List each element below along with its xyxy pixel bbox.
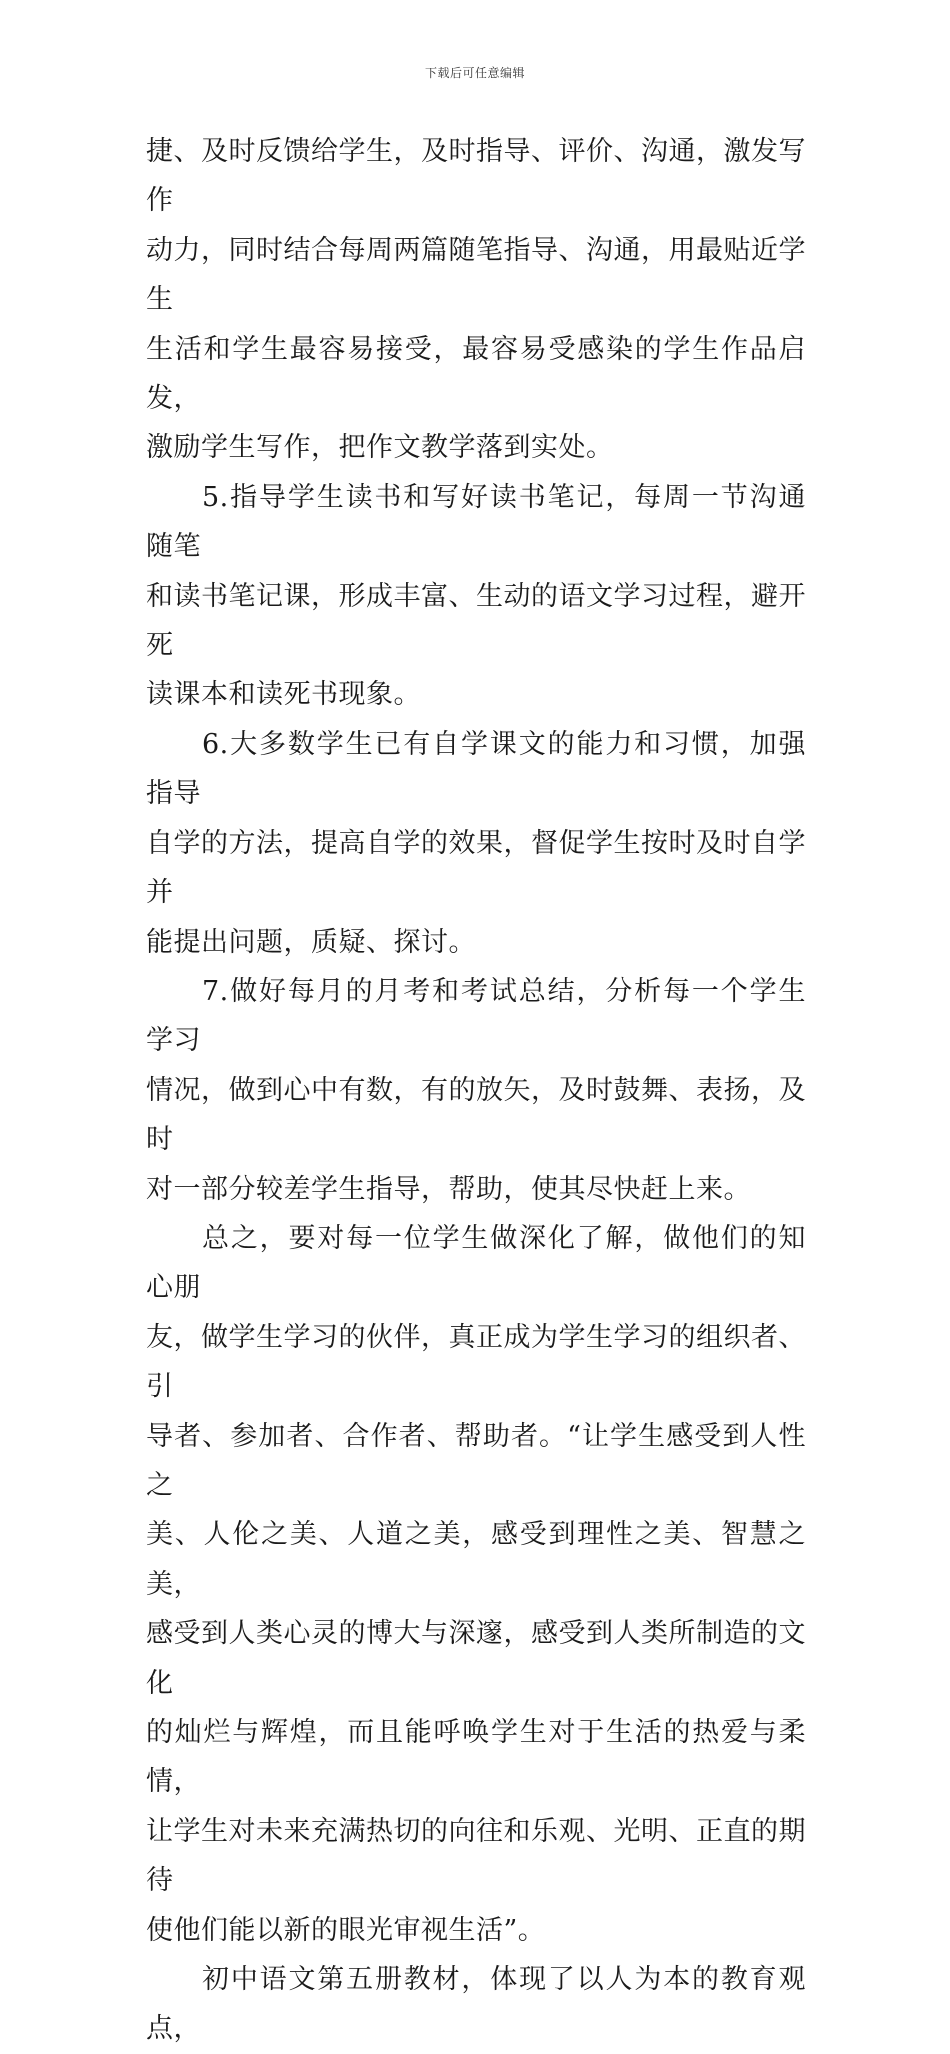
header-note: 下载后可任意编辑 [424,66,525,80]
paragraph-item-6: 6.大多数学生已有自学课文的能力和习惯，加强指导 自学的方法，提高自学的效果，督促学生按时及时自学并 能提出问题，质疑、探讨。 [146,728,806,958]
paragraph-item-7: 7.做好每月的月考和考试总结，分析每一个学生学习 情况，做到心中有数，有的放矢，及时鼓舞、表扬，及时 对一部分较差学生指导，帮助，使其尽快赶上来。 [146,975,806,1205]
paragraph-continuation: 捷、及时反馈给学生，及时指导、评价、沟通，激发写作 动力，同时结合每周两篇随笔指导、沟通，用最贴近学生 生活和学生最容易接受，最容易受感染的学生作品启发， 激励学生写作，把作文教学落到实处。 [146,136,806,464]
paragraph-textbook: 初中语文第五册教材，体现了以人为本的教育观点， [146,1964,806,2045]
paragraph-summary: 总之，要对每一位学生做深化了解，做他们的知心朋 友，做学生学习的伙伴，真正成为学生学习的组织者、引 导者、参加者、合作者、帮助者。“让学生感受到人性之 美、人伦之美、人道之美，感受到理性之美、智慧之美， 感受到人类心灵的博大与深邃，感受到人类所制造的文化 的灿烂与辉煌，而且能呼唤学生对于生活的热爱与柔情， 让学生对未来充满热切的向往和乐观、光明、正直的期待 使他们能以新的眼光审视生活”。 [146,1222,806,1946]
document-body [146,127,806,2054]
paragraph-item-5: 5.指导学生读书和写好读书笔记，每周一节沟通随笔 和读书笔记课，形成丰富、生动的语文学习过程，避开死 读课本和读死书现象。 [146,481,806,711]
